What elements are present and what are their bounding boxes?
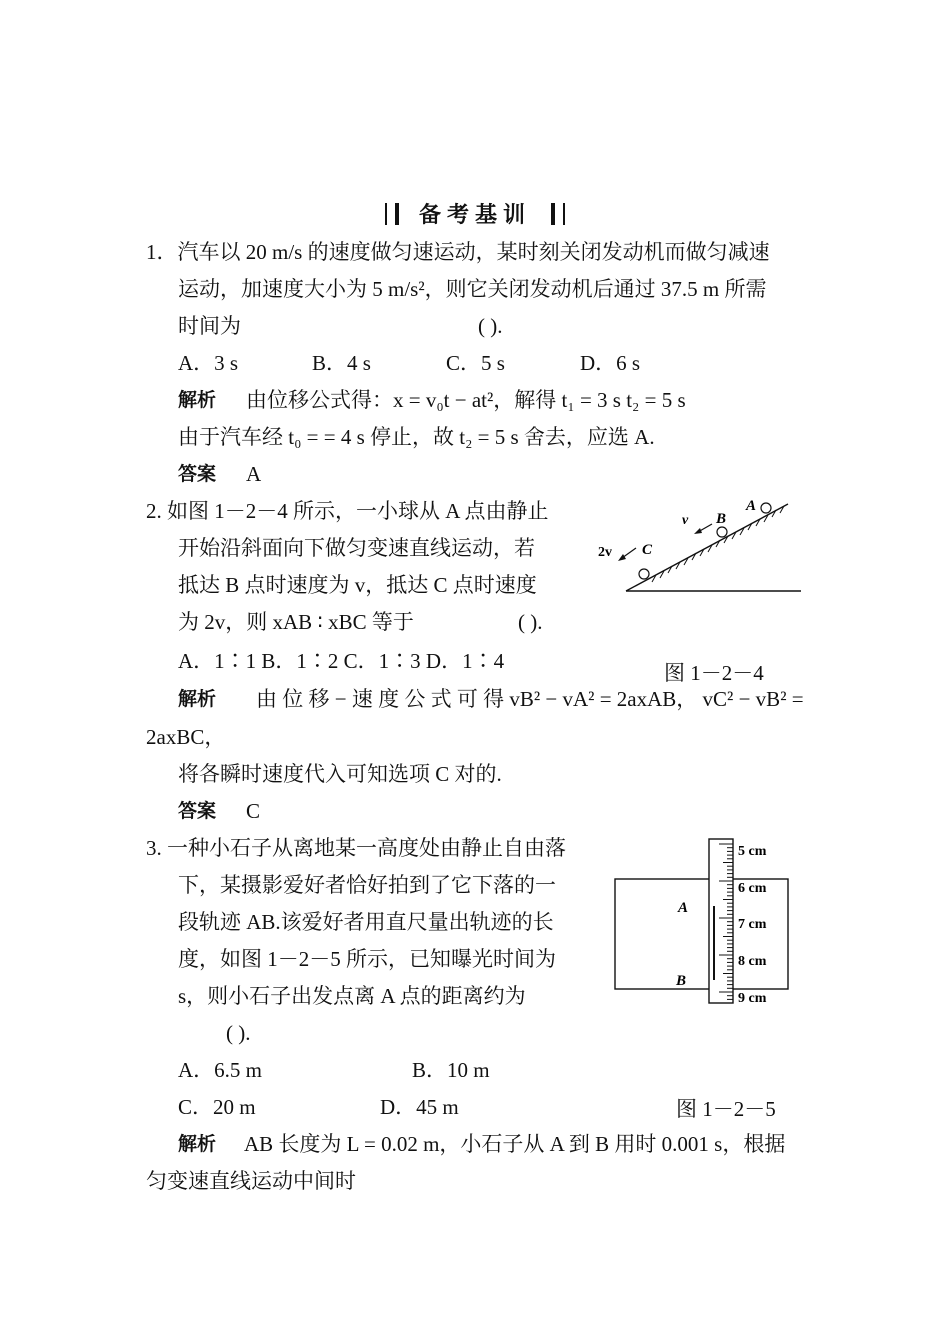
q3-option-a: A．6.5 m bbox=[178, 1058, 262, 1082]
q2-analysis2: 2axBC， bbox=[146, 725, 226, 749]
q1-line1: 1．汽车以 20 m/s 的速度做匀速运动，某时刻关闭发动机而做匀减速 bbox=[146, 240, 770, 264]
q1-option-b: B．4 s bbox=[312, 351, 371, 375]
q2-analysis-label: 解析 bbox=[178, 688, 217, 710]
ruler-body bbox=[709, 839, 733, 1003]
q3-line3: 段轨迹 AB.该爱好者用直尺量出轨迹的长 bbox=[178, 910, 554, 934]
q2-answer: C bbox=[246, 799, 261, 823]
ruler-figure bbox=[612, 836, 792, 1008]
label-c: C bbox=[642, 542, 653, 558]
q1-paren: ( ). bbox=[478, 314, 503, 338]
q3-line5: s，则小石子出发点离 A 点的距离约为 bbox=[178, 984, 526, 1008]
q3-line4: 度，如图 1－2－5 所示，已知曝光时间为 bbox=[178, 947, 556, 971]
q2-line1: 2. 如图 1－2－4 所示，一小球从 A 点由静止 bbox=[146, 499, 549, 523]
ruler-label-7: 7 cm bbox=[738, 917, 767, 932]
q1-option-a: A．3 s bbox=[178, 351, 239, 375]
ruler-label-9: 9 cm bbox=[738, 991, 767, 1006]
q3-analysis1: AB 长度为 L = 0.02 m，小石子从 A 到 B 用时 0.001 s，根据 bbox=[244, 1132, 786, 1156]
ruler-label-8: 8 cm bbox=[738, 954, 767, 969]
q1-analysis2: 由于汽车经 t₀ = = 4 s 停止，故 t₂ = 5 s 舍去，应选 A. bbox=[178, 425, 655, 449]
q2-answer-label: 答案 bbox=[178, 800, 217, 822]
ball-b bbox=[717, 527, 727, 537]
q2-line4: 为 2v，则 xAB ∶ xBC 等于 bbox=[178, 610, 414, 634]
q3-analysis-label: 解析 bbox=[178, 1133, 217, 1155]
incline-figure bbox=[596, 494, 806, 598]
q2-analysis3: 将各瞬时速度代入可知选项 C 对的. bbox=[178, 762, 502, 786]
q2-line2: 开始沿斜面向下做匀变速直线运动，若 bbox=[178, 536, 535, 560]
label-2v: 2v bbox=[598, 545, 612, 560]
q3-line2: 下，某摄影爱好者恰好拍到了它下落的一 bbox=[178, 873, 556, 897]
fig-124-caption: 图 1－2－4 bbox=[664, 661, 764, 685]
q1-answer: A bbox=[246, 462, 262, 486]
q3-analysis2: 匀变速直线运动中间时 bbox=[146, 1169, 356, 1193]
q2-options: A．1∶1 B．1∶2 C．1∶3 D．1∶4 bbox=[178, 649, 505, 673]
ball-a bbox=[761, 503, 771, 513]
ruler-label-5: 5 cm bbox=[738, 844, 767, 859]
q1-analysis-label: 解析 bbox=[178, 389, 217, 411]
q3-option-b: B．10 m bbox=[412, 1058, 490, 1082]
q1-line3: 时间为 bbox=[178, 314, 241, 338]
fig-125-caption: 图 1－2－5 bbox=[676, 1097, 776, 1121]
q1-analysis1: 由位移公式得：x = v₀t − at²，解得 t₁ = 3 s t₂ = 5 s bbox=[246, 388, 686, 412]
label-v: v bbox=[682, 513, 689, 528]
q2-analysis1: 由 位 移 − 速 度 公 式 可 得 vB² − vA² = 2axAB， vC² − vB² = bbox=[256, 687, 804, 711]
label-b: B bbox=[716, 511, 727, 527]
ball-c bbox=[639, 569, 649, 579]
q3-option-d: D．45 m bbox=[380, 1095, 459, 1119]
label-b: B bbox=[676, 973, 687, 989]
q1-line2: 运动，加速度大小为 5 m/s²，则它关闭发动机后通过 37.5 m 所需 bbox=[178, 277, 767, 301]
ruler-label-6: 6 cm bbox=[738, 881, 767, 896]
q3-option-c: C．20 m bbox=[178, 1095, 256, 1119]
q3-paren: ( ). bbox=[226, 1021, 251, 1045]
q2-line3: 抵达 B 点时速度为 v，抵达 C 点时速度 bbox=[178, 573, 537, 597]
q2-paren: ( ). bbox=[518, 610, 543, 634]
section-title-text: 备考基训 bbox=[418, 203, 531, 228]
q1-option-d: D．6 s bbox=[580, 351, 641, 375]
label-a: A bbox=[746, 498, 757, 514]
q3-line1: 3. 一种小石子从离地某一高度处由静止自由落 bbox=[146, 836, 566, 860]
label-a: A bbox=[678, 900, 689, 916]
section-title bbox=[0, 198, 950, 229]
q1-option-c: C．5 s bbox=[446, 351, 505, 375]
q1-answer-label: 答案 bbox=[178, 463, 217, 485]
